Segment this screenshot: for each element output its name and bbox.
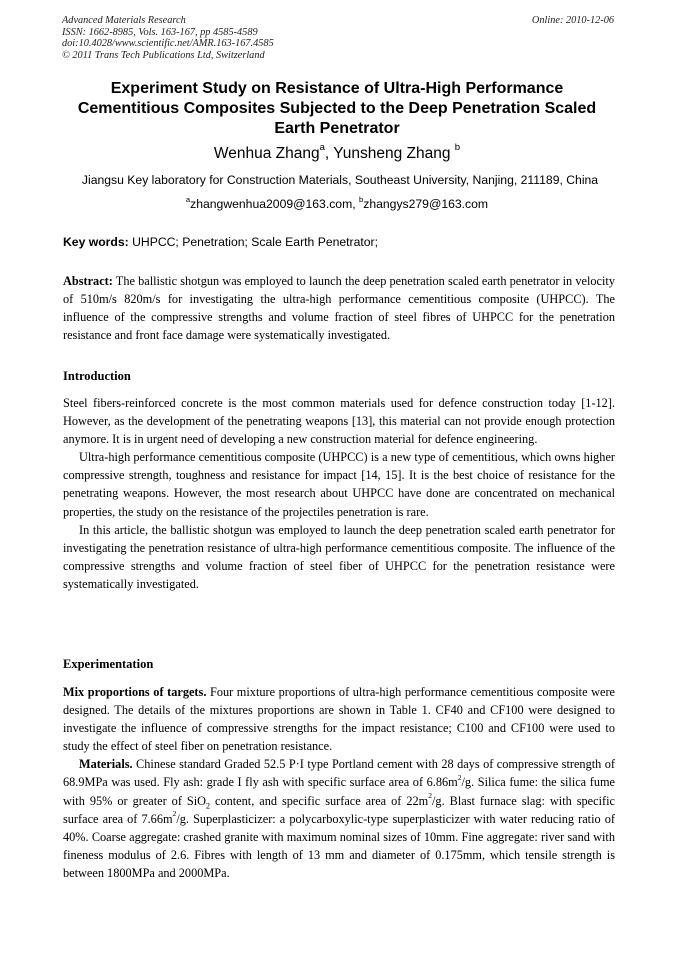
publication-info xyxy=(62,15,422,61)
section-heading-experimentation: Experimentation xyxy=(63,657,154,671)
paragraph-text: Chinese standard Graded 52.5 P·I type Portland cement with 28 days of compressive strength of 68.9MPa was used. Fly ash: grade I fly ash with specific surface area of 6.86m xyxy=(63,757,615,790)
runin-heading-materials: Materials. xyxy=(79,757,133,772)
email-address: zhangwenhua2009@163.com xyxy=(190,197,353,211)
email-separator: , xyxy=(352,197,360,211)
paragraph-text: Four mixture proportions of ultra-high performance cementitious composite were designed. The details of the mixtures proportions are shown in Table 1. CF40 and CF100 were designed to investigate the influence of compressive strengths for the impact resistance; C100 and CF100 were used to study the effect of steel fiber on penetration resistance. xyxy=(63,685,616,754)
superscript: 2 xyxy=(457,773,462,783)
abstract xyxy=(63,272,615,344)
paragraph: Steel fibers-reinforced concrete is the most common materials used for defence construction today [1-12]. However, as the development of the penetrating weapons [13], this material can not provide enough protection anymore. It is in urgent need of developing a new construction material for defence engineering. xyxy=(63,396,615,447)
keywords xyxy=(63,234,615,250)
affiliation: Jiangsu Key laboratory for Construction Materials, Southeast University, Nanjing, 211189, China xyxy=(81,173,599,187)
introduction-body xyxy=(63,394,615,593)
paragraph-text: /g. Silica fume: the silica fume with 95% or greater of SiO xyxy=(63,775,615,808)
journal-name: Advanced Materials Research xyxy=(62,15,186,26)
section-heading-introduction: Introduction xyxy=(63,369,131,383)
paragraph xyxy=(63,683,615,755)
abstract-label: Abstract: xyxy=(63,274,113,288)
email-address: zhangys279@163.com xyxy=(363,197,489,211)
issn-line: ISSN: 1662-8985, Vols. 163-167, pp 4585-4589 xyxy=(62,26,258,38)
superscript: 2 xyxy=(428,791,432,801)
experimentation-body xyxy=(63,683,615,882)
email-mark: a xyxy=(185,194,191,204)
author-name: Wenhua Zhang xyxy=(213,145,320,162)
paragraph xyxy=(63,755,615,882)
author-line xyxy=(60,144,614,164)
affiliation-mark: b xyxy=(454,142,461,154)
email-line xyxy=(60,196,614,212)
paragraph-text: /g. Blast furnace slag: with specific surface area of 7.66m xyxy=(63,793,615,826)
subscript: 2 xyxy=(206,801,211,811)
paper-title: Experiment Study on Resistance of Ultra-High Performance Cementitious Composites Subjected to the Deep Penetration Scaled Earth Penetrator xyxy=(77,80,597,137)
paragraph-text: /g. Superplasticizer: a polycarboxylic-type superplasticizer with water reducing ratio of 40%. Coarse aggregate: crashed granite with maximum nominal sizes of 10mm. Fine aggregate: river sand with fineness modulus of 2.6. Fibres with length of 13 mm and diameter of 0.175mm, which tensile strength is between 1800MPa and 2000MPa. xyxy=(63,811,615,880)
paragraph: In this article, the ballistic shotgun was employed to launch the deep penetration scaled earth penetrator for investigating the penetration resistance of ultra-high performance cementitious composite. The influence of the compressive strengths and volume fraction of steel fiber of UHPCC for the penetration resistance were systematically investigated. xyxy=(63,522,615,591)
doi-line: doi:10.4028/www.scientific.net/AMR.163-167.4585 xyxy=(62,38,274,49)
paragraph: Ultra-high performance cementitious composite (UHPCC) is a new type of cementitious, which owns higher compressive strength, toughness and resistance for impact [14, 15]. It is the best choice of resistance for the penetrating weapons. However, the most research about UHPCC have done are concentrated on mechanical properties, the study on the resistance of the projectiles penetration is rare. xyxy=(63,450,615,519)
author-separator: , xyxy=(324,145,334,162)
online-date: Online: 2010-12-06 xyxy=(531,15,614,26)
runin-heading-mix: Mix proportions of targets. xyxy=(63,685,207,699)
affiliation-mark: a xyxy=(319,142,325,154)
keywords-text: UHPCC; Penetration; Scale Earth Penetrator; xyxy=(128,235,378,249)
keywords-label: Key words: xyxy=(63,235,129,249)
author-name: Yunsheng Zhang xyxy=(333,145,451,162)
superscript: 2 xyxy=(172,809,177,819)
paragraph-text: content, and specific surface area of 22m xyxy=(210,793,429,808)
email-mark: b xyxy=(359,194,364,204)
abstract-text: The ballistic shotgun was employed to launch the deep penetration scaled earth penetrator in velocity of 510m/s 820m/s for investigating the ultra-high performance cementitious composite (UHPCC). The influence of the compressive strengths and volume fraction of steel fibres of UHPCC for the penetration resistance and front face damage were systematically investigated. xyxy=(63,274,615,343)
copyright-line: © 2011 Trans Tech Publications Ltd, Switzerland xyxy=(62,49,265,61)
